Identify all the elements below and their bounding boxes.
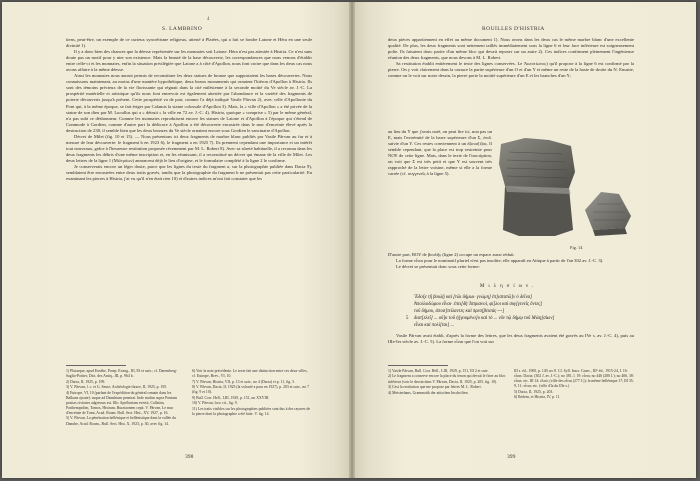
right-page [352, 2, 696, 478]
footnote-column [66, 369, 184, 427]
paragraph: Décret de Milet (fig. 10 et 15). — Nous présentons ici deux fragments de marbre blanc publiés par Vasile Pârvan au fur et à mesure de leur découverte: le fragment b en 1923 6), le fragment a en 1925 7). Ils prennent cependant une importance et un intérêt tout nouveaux, grâce à l'heureuse restitution proposée récemment par M. L. Robert 8). Avec sa sûreté habituelle, il a reconnu dans les deux fragments les débris d'une même inscription et, en les réunissant, il a reconstitué un décret qui émane de la ville de Milet. Les deux lettres de la ligne 1 (Μιλησίων) annoncent déjà le lieu d'origine, et le formulaire complété à la ligne 2 le confirme. [66, 133, 312, 163]
paragraph: D'autre part, ΒΟΥ de βουλῆς (ligne 2) occupe un espace aussi réduit. [388, 252, 515, 257]
footnote-rule [388, 365, 448, 366]
running-head-right: ROUILLES D'HISTRIA [482, 26, 545, 32]
decree-line: Ἀπολλοδώρου εἶναι· ἐπει[δὴ Ἰστριανοὶ, φί]λοι καὶ συγ[γενεῖς ὄντες] [414, 302, 543, 307]
footnote: 5) Dacia, II, 1925, p. 203. [514, 389, 554, 394]
paragraph: Vasile Pârvan avait établi, d'après la forme des lettres, que les deux fragments avaient été gravés au IVe s. av. J.-C. 4), puis au IIIe-Ier siècle av. J.-C. 5). La forme εἶναι que l'on voit sur [388, 333, 634, 345]
right-body-text-bottom [388, 333, 634, 345]
paragraph: Ainsi les monnaies nous auront permis de reconstituer les deux statues de bronze que supportaient les bases découvertes. Nous connaissons maintenant, au moins d'une manière hypothétique, deux beaux monuments qui ornaient l'hiéron d'Apollon à Histria. Ils sont des témoins précieux de la vie florissante qui régnait dans la cité milésienne à la seconde moitié du Ve siècle av. J.-C. La prospérité matérielle et artistique qu'ils nous font entrevoir est également attestée par l'abondance et la variété des fragments de poterie découverts jusqu'à présent. Cette prospérité va de pair, comme l'a déjà indiqué Vasile Pârvan 2), avec celle d'Apollonie du Pont qui, à la même époque, se fait ériger par Calamis la statue colossale d'Apollon 3). Mais, la « ville d'Apollon » a été privée de la statue de son dieu par M. Lucullus qui a « détruit » la ville en 72 av. J.-C. 4). Histria, quoique « comprise » 5) par le même général, n'a pas subi ce déshonneur. Comme les monnaies reproduisent encore les statues de Latone et d'Apollon à l'époque qui s'étend de Commode à Gordien, comme d'autre part la dédicace à Apollon a été découverte encastrée dans le mur d'enceinte élevé après la destruction de 238, il semble bien que les deux bronzes du Ve siècle ornaient encore sous Gordien le sanctuaire d'Apollon. [66, 73, 312, 133]
footnote-column [192, 369, 312, 417]
footnote-column [388, 369, 506, 396]
footnote: 4) Meisterhans, Grammatik der attischen Inschriften. [388, 390, 469, 395]
footnote: 6) Voir la note précédente. Le texte fait une distinction entre ces deux villes, cf. Eutrope, Brev., VI, 10. [192, 369, 308, 379]
footnote: 5) V. Pârvan, La pénétration hellénique et hellénistique dans la vallée du Danube, Acad. Roum., Bull. Sect. Hist. X, 1923, p. 30, avec fig. 14. [66, 416, 176, 426]
line-number: 5 [406, 316, 409, 321]
footnote: 3) V. Pârvan, l. c. et G. Seure, Archéologie thrace, II, 1925, p. 195. [66, 385, 168, 390]
figure-caption: Fig. 14 [570, 245, 583, 250]
book-gutter [349, 2, 355, 478]
stone-fragments-image [497, 132, 637, 242]
paragraph: deux pièces appartiennent en effet au même document 1). Nous avons dans les deux cas le même marbre blanc d'une excellente qualité. De plus, les deux fragments sont nettement taillés immédiatement sous la ligne 6 et leur face inférieure est soigneusement polie. Ils faisaient donc partie d'un même bloc qui devait reposer sur un autre 2). Ces indices confirment pleinement l'ingénieuse réunion des deux fragments, que nous devons à M. L. Robert. [388, 37, 634, 61]
paragraph: tiens, peut-être, un exemple de ce curieux syncrétisme religieux, attesté à Platées, qui a fait se fondre Latone et Héra en une seule divinité 1). [66, 37, 312, 49]
running-head-left: S. LAMBRINO [162, 26, 203, 32]
paragraph: Le décret se présentait donc sous cette forme: [396, 264, 480, 270]
left-footnotes [66, 369, 312, 449]
folio-mark: 4 [207, 17, 210, 22]
footnote: 11) Les traits visibles sur les photographies publiées sont dus à des rayures de la pierre dont la photographie a été faite. V. fig. 14. [192, 406, 311, 416]
paragraph: au lieu du Y que j'avais noté, on peut lire ici, non pas un Ε, mais l'extrémité de la barre supérieure d'un Σ, ἐπιδ. suivie d'un Y. Ces restes conviennent à un ἐξουσ[ί]ας. Il semble cependant, que la place est trop restreinte pour ΝΟΥ de cette ligne. Mais, dans le texte de l'inscription, on voit que Σ est très petit et que Y est souvent très rapproché de la lettre voisine, même si elle a la forme carrée (cf. συγγενεῖς à la ligne 5). [388, 129, 492, 177]
paragraph: La forme εἶναι pour le nominatif pluriel n'est pas insolite; elle apparaît en Attique à partir de l'an 302 av. J.-C. 3). [396, 258, 604, 264]
paragraph: Sa restitution établit entièrement le texte des lignes conservées. Le Ἀκεστίωνος) qu'il propose à la ligne 6 est confirmé par la pierre. On y voit clairement dans la cassure la partie supérieure d'un O et d'un Y et même un reste de la haste de droite du N. Ensuite, comme on le voit sur notre dessin, la pierre porte la moitié supérieure d'un E et les branches d'un Y; [388, 61, 634, 79]
decree-line: Ἔδοξε τῇ βουλῇ καὶ [τῶι δήμωι· γνώμη] ἐπ[ιστατῶ]ν ὁ δεῖνα] [414, 295, 532, 300]
decree-line: διατ[ελεῖ] ... οὔ]κ τοῦ ἡ[γουμένο]υ καὶ τὸ ... νῦν τῷ δήμῳ τοῦ Μιλη[σίων] [414, 316, 555, 321]
decree-heading: Μ ι λ η σ ί ω ν . [480, 284, 535, 289]
page-number-right: 399 [507, 454, 516, 460]
decree-line: τοῦ δήμου, ἀποσ]τείλαντες καὶ πρεσ[βευτὰς ---] [414, 309, 505, 314]
right-body-text-wrap [388, 129, 492, 177]
footnote: 3) Cest la restitution que me propose par lettres M. L. Robert. [388, 385, 482, 390]
left-page [2, 2, 352, 478]
footnote: 4) Eutrope, VI, 10 (parlant de l'expédition du général romain dans les Balkans ajoute): usque ad Danubium penetrat. Inde multas supra Pontum positas civitates adgressus est. Illic Apolloniam evertit, Callatim, Parthenopolim, Tomos, Histrum, Burziaonem cepit. V. Pârvan, Le mur d'enceinte de Tomi, Acad. Roum. Bull. Sect. Hist., XV, 1927, p. 16. [66, 390, 177, 415]
footnote: 7) V. Pârvan, Histria, VII, p. 13 et suiv., no 4 (Dacia) et p. 11, fig. 5. [192, 379, 296, 384]
footnote: 9) Bull. Corr. Hell., LIII, 1929, p. 151, no XXVIII. [192, 395, 270, 400]
book-spread [2, 2, 696, 478]
footnote: III s. éd., 1900, p. 149, no 8. Cf. Syll. Inscr. Graec., III³ éd., 1915-24, I. 16: εἶναι; Dacia; (302 J. av. J.-C.); no 381, l. 19: εἶναι; no 446 (280 J.); no 406, 38: εἶναι; etc. III 14: ἐλαύ; (ville des εἶναι (277 J.)); la même hellénique 17; III 35, 9, 11: εἶναι; etc. (ville d'la du IIIe s.) [514, 369, 634, 389]
right-footnotes [388, 369, 634, 449]
footnote: 2) Dacia, II, 1925, p. 199. [66, 379, 106, 384]
right-body-text-top [388, 37, 634, 79]
page-number-left: 398 [185, 454, 194, 460]
footnote: 2) Le fragment a conserve encore la place du tenon qui devait le fixer au bloc inférieur (voir le dessin dans V. Pârvan, Dacia, II, 1925, p. 205, fig. 10). [388, 374, 506, 384]
footnote: 1) Vasile Pârvan, Bull. Corr. Hell., LIII, 1929, p. 151, III 2 et suiv. [388, 369, 489, 373]
footnote: 6) Ibidem, et Histria, IV, p. 11. [514, 395, 561, 400]
footnote: 8) V. Pârvan, Dacia, II, 1925 (la volonté a paru en 1927), p. 203 et suiv., no 7 (fig. 9 et 10). [192, 385, 309, 395]
paragraph: Il y a donc bien des chances que la déesse représentée sur les monnaies soit Latone. Héra n'est pas attestée à Histria. Ce n'est sans doute pas un motif pour y nier son existence. Mais la beauté de la base découverte, les correspondances que nous venons d'établir entre celle-ci et les monnaies, enfin la situation privilégiée que Latone a à côté d'Apollon, nous font croire que dans les deux cas nous avons affaire à la même déesse. [66, 49, 312, 73]
paragraph: Je conserverais encore un léger doute, parce que les lignes du texte du fragment a, sur la photographie publiée dans Dacia 9), semblaient être encastrées entre deux traits gravés, tandis que la photographie du fragment b ne présentait pas cette particularité. En examinant les pierres à Histria, j'ai vu qu'il n'en était rien 10) et d'autres indices m'ont fait constater que les [66, 163, 312, 182]
right-body-text-mid [388, 252, 634, 270]
footnote: 1) Plutarque, apud Eusèbe, Praep. Evang., III, 83 et suiv.; cf. Daremberg-Saglio-Pottier, Dict. des Antiq., III, p. 964 b. [66, 369, 178, 379]
inscription-fragments-photo [497, 132, 637, 242]
decree-text [406, 294, 634, 329]
footnote-column [514, 369, 634, 401]
footnote-rule [66, 365, 126, 366]
left-body-text [66, 37, 312, 182]
footnote: 10) V. Pârvan, loco cit., fig. 9. [192, 401, 238, 406]
decree-line: εἶναι καὶ πολί[ται] ... [414, 323, 455, 328]
